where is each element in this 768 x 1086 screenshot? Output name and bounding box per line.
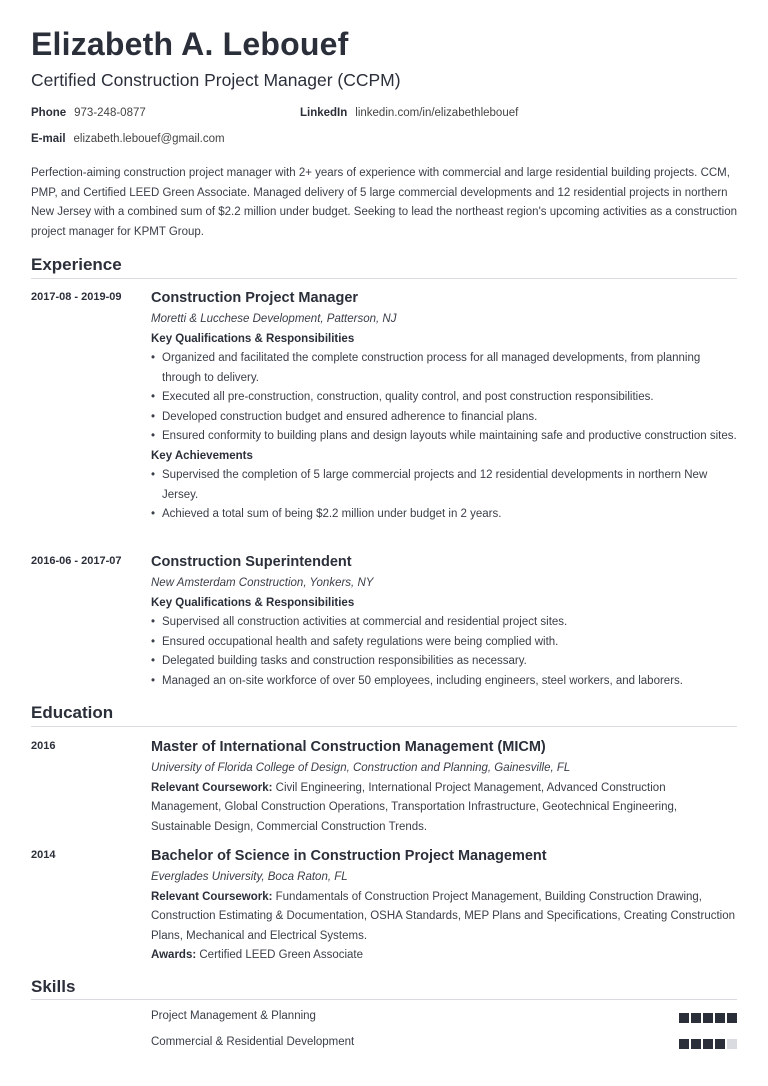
coursework-text: Civil Engineering, International Project Management, Advanced Construction Management, Global Construction Operations, Transportation Infrastructure, Geotechnical Engineering, Sustainable Design, Commercial Construction Trends. (151, 781, 678, 833)
awards-label: Awards: (151, 949, 197, 961)
achievements-list (151, 466, 737, 525)
entry-dates: 2016-06 - 2017-07 (31, 555, 122, 567)
skill-level-filled (715, 1013, 725, 1023)
entry-year: 2014 (31, 849, 56, 861)
coursework-label: Relevant Coursework: (151, 781, 273, 794)
skill-level-empty (727, 1039, 737, 1049)
achievements-heading: Key Achievements (151, 449, 253, 462)
qualifications-heading: Key Qualifications & Responsibilities (151, 332, 355, 345)
section-title-skills: Skills (31, 977, 76, 996)
skill-level-filled (703, 1039, 713, 1049)
candidate-headline: Certified Construction Project Manager (CCPM) (31, 70, 401, 90)
skill-name: Project Management & Planning (151, 1010, 316, 1022)
skill-row (151, 1010, 737, 1026)
section-divider (31, 726, 737, 727)
phone-label: Phone (31, 107, 67, 119)
contact-linkedin (300, 107, 518, 119)
skill-name: Commercial & Residential Development (151, 1036, 355, 1048)
list-item: • Ensured occupational health and safety regulations were being complied with. (151, 633, 737, 653)
list-item: • Ensured conformity to building plans and design layouts while maintaining safe and productive construction sites. (151, 427, 737, 447)
employer: Moretti & Lucchese Development, Patterson, NJ (151, 313, 397, 325)
degree-title: Master of International Construction Management (MICM) (151, 739, 546, 755)
awards (151, 946, 737, 966)
section-divider (31, 278, 737, 279)
entry-dates: 2017-08 - 2019-09 (31, 291, 122, 303)
list-item: • Developed construction budget and ensured adherence to financial plans. (151, 408, 737, 428)
employer: New Amsterdam Construction, Yonkers, NY (151, 577, 374, 589)
list-item: • Achieved a total sum of being $2.2 million under budget in 2 years. (151, 505, 737, 525)
section-divider (31, 999, 737, 1000)
skill-level-meter (679, 1039, 737, 1049)
skill-level-filled (679, 1013, 689, 1023)
list-item: • Delegated building tasks and construction responsibilities as necessary. (151, 652, 737, 672)
list-item: • Supervised the completion of 5 large commercial projects and 12 residential developments in northern New Jersey. (151, 466, 737, 505)
phone-value: 973-248-0877 (74, 107, 146, 119)
coursework-label: Relevant Coursework: (151, 890, 273, 903)
entry-year: 2016 (31, 740, 56, 752)
list-item: • Managed an on-site workforce of over 50 employees, including engineers, steel workers, and laborers. (151, 672, 737, 692)
coursework-text: Fundamentals of Construction Project Management, Building Construction Drawing, Construction Estimating & Documentation, OSHA Standards, MEP Plans and Specifications, Creating Construction Plans, Mechanical and Electrical Systems. (151, 890, 736, 942)
list-item: • Supervised all construction activities at commercial and residential project sites. (151, 613, 737, 633)
contact-email (31, 133, 225, 145)
skill-level-filled (703, 1013, 713, 1023)
skill-level-filled (691, 1039, 701, 1049)
qualifications-list (151, 613, 737, 691)
job-title: Construction Superintendent (151, 554, 352, 570)
list-item: • Organized and facilitated the complete construction process for all managed developments, from planning through to delivery. (151, 349, 737, 388)
entry-body (151, 552, 737, 691)
section-title-experience: Experience (31, 255, 122, 274)
profile-summary: Perfection-aiming construction project manager with 2+ years of experience with commercial and large residential building projects. CCM, PMP, and Certified LEED Green Associate. Managed delivery of 5 large commercial developments and 12 residential projects in northern New Jersey with a combined sum of $2.2 million under budget. Seeking to lead the northeast region's upcoming activities as a construction project manager for KPMT Group. (31, 167, 737, 238)
skill-level-filled (691, 1013, 701, 1023)
job-title: Construction Project Manager (151, 290, 359, 306)
skill-level-filled (679, 1039, 689, 1049)
email-link[interactable]: elizabeth.lebouef@gmail.com (73, 133, 225, 145)
skill-level-filled (715, 1039, 725, 1049)
school: Everglades University, Boca Raton, FL (151, 871, 348, 883)
qualifications-list (151, 349, 737, 447)
coursework (151, 888, 737, 947)
linkedin-label: LinkedIn (300, 107, 348, 119)
skill-row (151, 1036, 737, 1052)
school: University of Florida College of Design, Construction and Planning, Gainesville, FL (151, 762, 571, 774)
skill-level-filled (727, 1013, 737, 1023)
entry-body (151, 288, 737, 525)
awards-text: Certified LEED Green Associate (199, 949, 364, 961)
coursework (151, 779, 737, 838)
list-item: • Executed all pre-construction, construction, quality control, and post construction responsibilities. (151, 388, 737, 408)
linkedin-link[interactable]: linkedin.com/in/elizabethlebouef (355, 107, 519, 119)
degree-title: Bachelor of Science in Construction Project Management (151, 848, 547, 864)
candidate-name: Elizabeth A. Lebouef (31, 26, 349, 62)
entry-body (151, 737, 737, 837)
email-label: E-mail (31, 133, 66, 145)
entry-body (151, 846, 737, 966)
contact-phone (31, 107, 146, 119)
skill-level-meter (679, 1013, 737, 1023)
qualifications-heading: Key Qualifications & Responsibilities (151, 596, 355, 609)
section-title-education: Education (31, 703, 114, 722)
